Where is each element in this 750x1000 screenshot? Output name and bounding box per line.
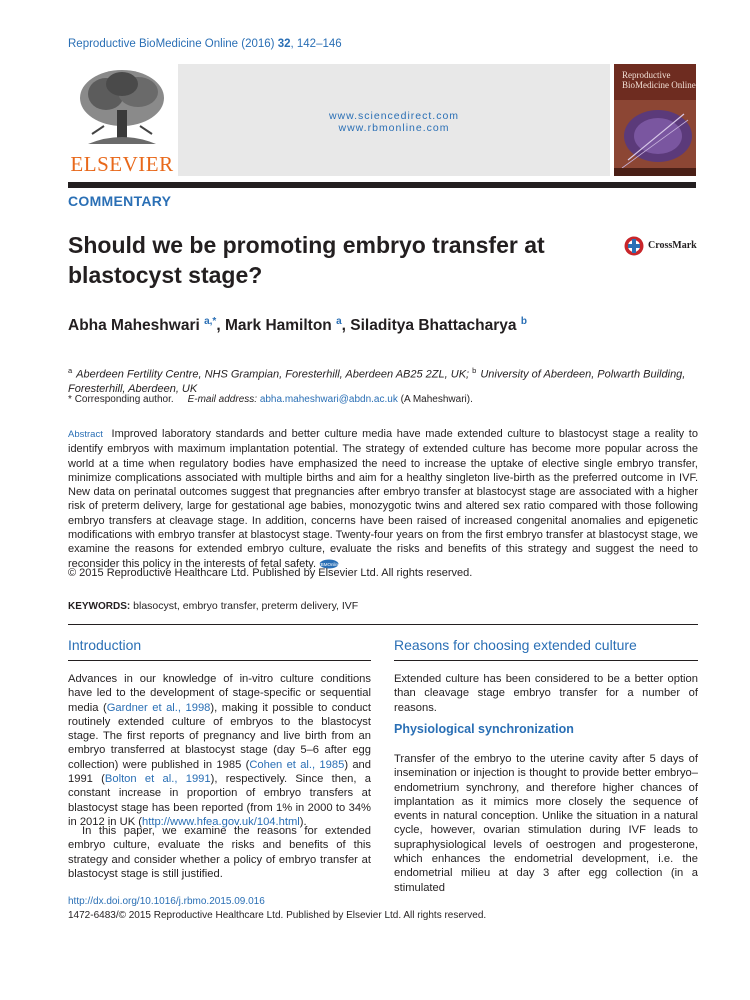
elsevier-tree-icon [68, 64, 176, 148]
keywords-label: KEYWORDS: [68, 601, 131, 612]
email-label: E-mail address: [187, 394, 258, 405]
section-label: COMMENTARY [68, 193, 172, 209]
journal-pages: , 142–146 [290, 38, 342, 50]
introduction-heading-rule [68, 660, 371, 661]
journal-volume: 32 [277, 38, 291, 50]
paragraph-text: ), making it possible to conduct routinely extended culture of embryos to the blastocyst stage. The first reports of pregnancy and live birth from an embryo transferred at blastocyst stage (day 5–6 after egg collection) were published in 1985 ( [68, 701, 371, 771]
rbmonline-badge-text: RBMOnline [317, 561, 341, 567]
email-owner: (A Maheshwari). [400, 394, 473, 405]
reference-link[interactable]: Cohen et al., 1985 [249, 758, 345, 771]
author-name: Mark Hamilton [224, 317, 332, 335]
author-affiliation-link[interactable]: b [520, 316, 527, 327]
elsevier-wordmark: ELSEVIER [70, 152, 174, 176]
hfea-link[interactable]: http://www.hfea.gov.uk/104.html [142, 815, 300, 828]
affiliation-label-b: b [472, 366, 477, 375]
copyright: © 2015 Reproductive Healthcare Ltd. Published by Elsevier Ltd. All rights reserved. [68, 567, 473, 579]
author-list [68, 316, 527, 335]
introduction-paragraph [68, 672, 371, 829]
affiliation-b: University of Aberdeen, Polwarth Building, Foresterhill, Aberdeen, UK [68, 368, 686, 395]
corresponding-label: Corresponding author. [74, 394, 174, 405]
crossmark-label: CrossMark [648, 240, 697, 251]
paragraph-text: ). [299, 815, 307, 828]
physiological-synchronization-paragraph: Transfer of the embryo to the uterine cavity after 5 days of insemination or injection is thought to provide better embryo–endometrium synchrony, and therefore higher chances of implantation as it mimics more closely the sequence of events in natural conception. Unlike the situation in a natural cycle, however, ovarian stimulation during IVF leads to supraphysiological levels of oestrogen and progesterone, which enhances the endometrial development, i.e. the endometrial milieu at day 3 after egg collection (in a stimulated [394, 753, 698, 894]
issn-copyright: 1472-6483/© 2015 Reproductive Healthcare Ltd. Published by Elsevier Ltd. All rights reserved. [68, 910, 487, 921]
journal-cover-image[interactable] [614, 64, 696, 176]
rbmonline-link[interactable]: www.rbmonline.com [338, 122, 450, 134]
doi-link[interactable]: http://dx.doi.org/10.1016/j.rbmo.2015.09.016 [68, 896, 265, 907]
abstract-label: Abstract [68, 429, 103, 440]
reference-link[interactable]: Bolton et al., 1991 [104, 773, 211, 786]
email-link[interactable]: abha.maheshwari@abdn.ac.uk [259, 394, 398, 405]
sciencedirect-link[interactable]: www.sciencedirect.com [328, 110, 460, 122]
author-affiliation-link[interactable]: a [336, 316, 342, 327]
abstract-divider [68, 624, 698, 625]
affiliation-label-a: a [68, 366, 73, 375]
article-title: Should we be promoting embryo transfer at blastocyst stage? [68, 232, 545, 288]
affiliation-a: Aberdeen Fertility Centre, NHS Grampian, Foresterhill, Aberdeen AB25 2ZL, UK; [76, 368, 470, 381]
journal-name: Reproductive BioMedicine Online [68, 38, 239, 50]
journal-year: (2016) [241, 38, 275, 50]
reference-link[interactable]: Gardner et al., 1998 [106, 701, 211, 714]
cover-title: Reproductive BioMedicine Online [622, 70, 696, 90]
elsevier-logo[interactable] [68, 64, 176, 176]
reasons-heading: Reasons for choosing extended culture [394, 637, 637, 653]
paragraph-text: ) and 1991 ( [68, 758, 371, 786]
abstract-text: Improved laboratory standards and better culture media have made extended culture to blastocyst stage a reality to identify embryos with maximum implantation potential. The strategy of extended culture has become more popular across the world at a time when regulatory bodies have emphasized the need to increase the uptake of elective single embryo transfer, minimize complications associated with multiple births and aim for a healthy singleton live-birth as the preferred outcome in IVF. New data on perinatal outcomes suggest that pregnancies after embryo transfer at blastocyst stage are associated with a higher risk of preterm delivery, large for gestational age babies, monozygotic twins and altered sex ratio compared with those following embryo transfers at cleavage stage. In addition, concerns have been raised of increased congenital anomalies and epigenetic modifications with embryo transfer at blastocyst stage. Twenty-four years on from the first embryo transfer at blastocyst stage, we examine the reasons for extended embryo culture, evaluate the risks and benefits of this strategy and suggest the need to reconsider this policy in the interests of fetal safety. [68, 428, 698, 570]
keywords-list: blasocyst, embryo transfer, preterm delivery, IVF [133, 600, 359, 612]
corresponding-star: * [68, 394, 72, 405]
reasons-heading-rule [394, 660, 698, 661]
corresponding-author [68, 393, 698, 407]
author-separator: , [341, 317, 351, 335]
affiliations [68, 364, 698, 396]
keywords [68, 600, 358, 612]
reasons-paragraph: Extended culture has been considered to be a better option than cleavage stage embryo transfer for a number of reasons. [394, 673, 698, 714]
journal-links-banner [178, 64, 610, 176]
journal-reference[interactable] [68, 38, 342, 50]
introduction-heading: Introduction [68, 637, 142, 653]
author-name: Siladitya Bhattacharya [350, 317, 517, 335]
paragraph-text: ), respectively. Since then, a constant increase in proportion of embryo transfers at blastocyst stage has been reported (from 1% in 2000 to 34% in 2012 in UK ( [68, 773, 371, 828]
crossmark-icon [624, 236, 644, 256]
abstract [68, 427, 698, 571]
author-separator: , [216, 317, 225, 335]
physiological-synchronization-heading: Physiological synchronization [394, 722, 574, 736]
author-affiliation-link[interactable]: a,* [204, 316, 217, 327]
introduction-paragraph-2: In this paper, we examine the reasons for extended embryo culture, evaluate the risks and benefits of this strategy and consider whether a policy of embryo transfer at blastocyst stage is still justified. [68, 825, 371, 880]
crossmark-badge[interactable] [624, 234, 698, 260]
paragraph-text: Advances in our knowledge of in-vitro culture conditions have led to the development of stage-specific or sequential media ( [68, 673, 371, 714]
header-rule [68, 182, 696, 188]
author-name: Abha Maheshwari [68, 317, 200, 335]
